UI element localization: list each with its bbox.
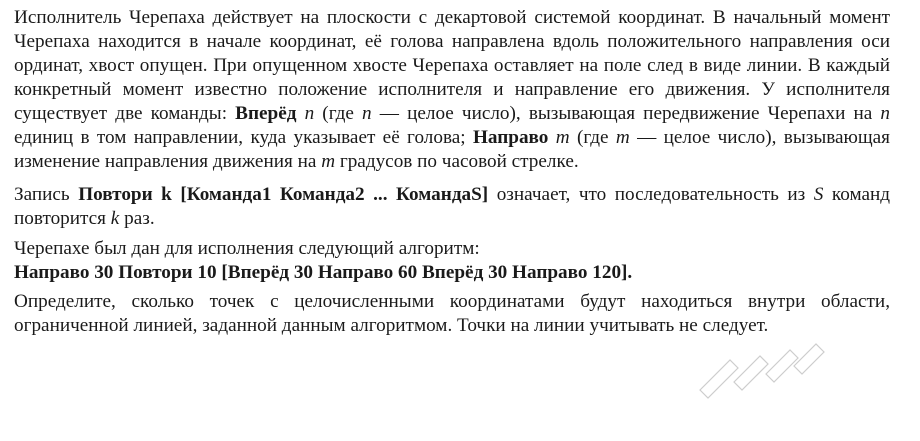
command-right: Направо [472,127,549,148]
task-description-paragraph [14,6,890,174]
algorithm-intro: Черепахе был дан для исполнения следующий алгоритм: [14,238,480,259]
variable-m: m [615,127,630,148]
text-segment: Запись [14,184,79,205]
text-segment: — целое число), вызывающая передвижение Черепахи на [371,103,881,124]
text-segment: градусов по часовой стрелке. [335,151,579,172]
variable-m: m [321,151,336,172]
text-segment: команд повторится [14,184,891,229]
command-forward: Вперёд [235,103,297,124]
text-segment: единиц в том направлении, куда указывает её голова; [14,127,473,148]
variable-k: k [110,208,120,229]
repeat-construct: Повтори k [Команда1 Команда2 ... КомандаS] [78,184,489,205]
variable-m: m [555,127,570,148]
text-segment: (где [314,103,363,124]
variable-n: n [880,103,891,124]
algorithm-line: Направо 30 Повтори 10 [Вперёд 30 Направо 60 Вперёд 30 Направо 120]. [14,262,633,283]
text-segment: (где [569,127,616,148]
repeat-syntax-paragraph [14,183,890,231]
variable-S: S [813,184,824,205]
question-paragraph: Определите, сколько точек с целочисленными координатами будут находиться внутри области, ограниченной линией, заданной данным алгоритмом. Точки на линии учитывать не следует. [14,291,890,336]
variable-n: n [362,103,372,124]
text-segment: — целое число), вызывающая изменение направления движения на [14,127,890,172]
task-text [14,6,890,338]
text-segment: Исполнитель Черепаха действует на плоскости с декартовой системой координат. В начальный момент Черепаха находится в начале координат, её голова направлена вдоль положительного направления оси ординат, хвост опущен. При опущенном хвосте Черепаха оставляет на поле след в виде линии. В каждый конкретный момент известно положение исполнителя и направление его движения. У исполнителя существует две команды: [14,7,890,124]
variable-n: n [304,103,315,124]
text-segment: означает, что последовательность из [488,184,814,205]
watermark-icon [690,340,830,400]
text-segment: раз. [119,208,155,229]
